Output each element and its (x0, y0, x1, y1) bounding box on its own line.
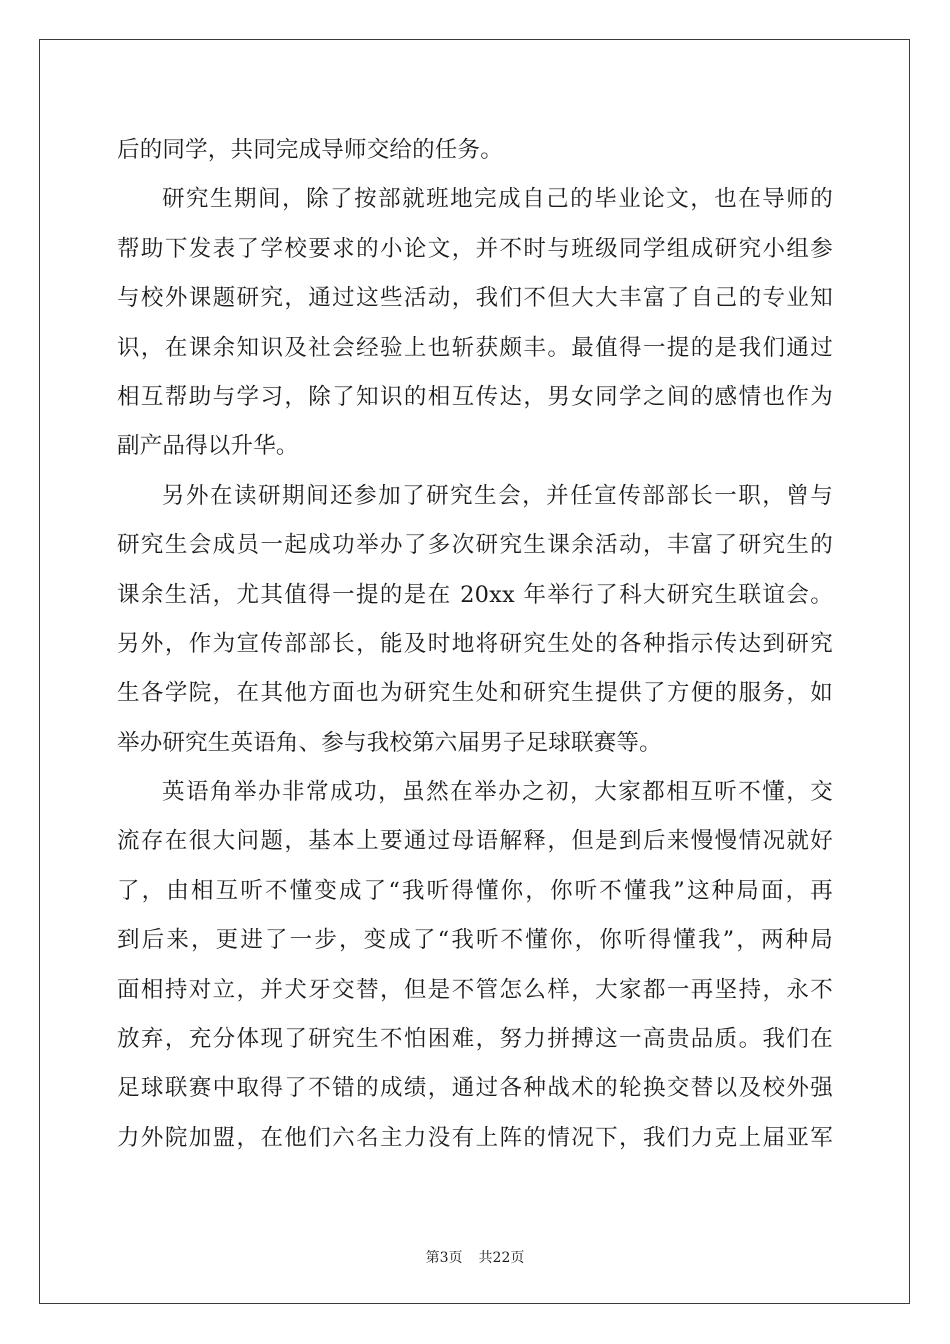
text-line: 生各学院，在其他方面也为研究生处和研究生提供了方便的服务，如 (117, 680, 833, 707)
text-line: 力外院加盟，在他们六名主力没有上阵的情况下，我们力克上届亚军 (117, 1124, 833, 1151)
text-line: 相互帮助与学习，除了知识的相互传达，男女同学之间的感情也作为 (117, 383, 833, 410)
text-line: 足球联赛中取得了不错的成绩，通过各种战术的轮换交替以及校外强 (117, 1075, 833, 1102)
text-line: 与校外课题研究，通过这些活动，我们不但大大丰富了自己的专业知 (117, 285, 833, 312)
text-line: 流存在很大问题，基本上要通过母语解释，但是到后来慢慢情况就好 (117, 828, 833, 855)
paragraph-first-line: 研究生期间，除了按部就班地完成自己的毕业论文，也在导师的 (162, 186, 833, 213)
paragraph-first-line: 英语角举办非常成功，虽然在举办之初，大家都相互听不懂，交 (162, 779, 833, 806)
text-line: 面相持对立，并犬牙交替，但是不管怎么样，大家都一再坚持，永不 (117, 976, 833, 1003)
text-line: 另外，作为宣传部部长，能及时地将研究生处的各种指示传达到研究 (117, 630, 833, 657)
text-line: 放弃，充分体现了研究生不怕困难，努力拼搏这一高贵品质。我们在 (117, 1026, 833, 1053)
page-number: 第3页 (425, 1250, 463, 1266)
text-line: 了，由相互听不懂变成了“我听得懂你，你听不懂我”这种局面，再 (117, 877, 833, 904)
text-line: 识，在课余知识及社会经验上也斩获颇丰。最值得一提的是我们通过 (117, 334, 833, 361)
text-line: 课余生活，尤其值得一提的是在 20xx 年举行了科大研究生联谊会。 (117, 581, 833, 608)
text-line: 后的同学，共同完成导师交给的任务。 (117, 137, 503, 163)
text-line: 副产品得以升华。 (117, 433, 299, 460)
text-line: 举办研究生英语角、参与我校第六届男子足球联赛等。 (117, 729, 662, 756)
text-line: 到后来，更进了一步，变成了“我听不懂你，你听得懂我”，两种局 (117, 927, 833, 954)
text-line: 帮助下发表了学校要求的小论文，并不时与班级同学组成研究小组参 (117, 235, 833, 262)
text-line: 研究生会成员一起成功举办了多次研究生课余活动，丰富了研究生的 (117, 532, 833, 559)
page-total: 共22页 (478, 1250, 525, 1266)
document-body (117, 126, 833, 1163)
page-footer (0, 1247, 950, 1267)
paragraph-first-line: 另外在读研期间还参加了研究生会，并任宣传部部长一职，曾与 (162, 482, 833, 509)
